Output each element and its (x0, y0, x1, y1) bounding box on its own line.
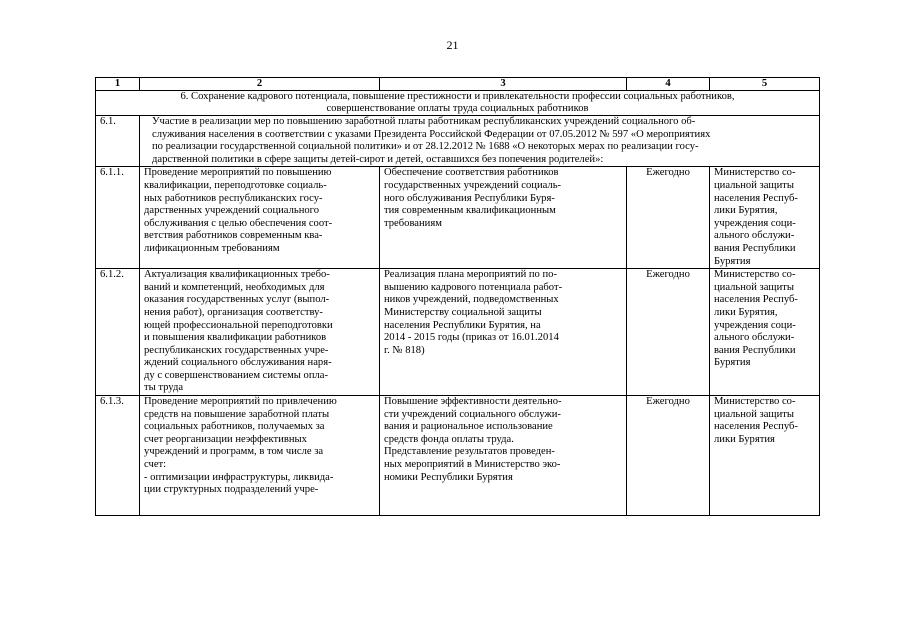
document-table (95, 77, 820, 516)
measure-cell (140, 396, 380, 516)
term-cell: Ежегодно (627, 269, 710, 396)
executor-cell: Министерство со- циальной защиты населения Респуб- лики Бурятия, учреждения соци- ального обслужи- вания Республики Бурятия (710, 269, 820, 396)
column-header-2: 2 (140, 78, 380, 91)
measure-text: Проведение мероприятий по привлечению средств на повышение заработной платы социальных работников, получаемых за счет реорганизации неэффективных учреждений и программ, в том числе за счет: - оптимизации инфраструктуры, ликвида- ции структурных подразделений учре- (144, 396, 337, 496)
item-row (96, 116, 820, 167)
table-header-row (96, 78, 820, 91)
column-header-4: 4 (627, 78, 710, 91)
table-row (96, 269, 820, 396)
result-paragraph: Повышение эффективности деятельно- сти учреждений социального обслужи- вания и рациональное использование средств фонда оплаты труда. (384, 396, 562, 445)
column-header-1: 1 (96, 78, 140, 91)
column-header-3: 3 (380, 78, 627, 91)
page-number: 21 (446, 38, 459, 52)
row-number: 6.1.1. (96, 167, 140, 269)
column-header-5: 5 (710, 78, 820, 91)
table-row (96, 167, 820, 269)
result-cell: Реализация плана мероприятий по по- вышению кадрового потенциала работ- ников учреждений, подведомственных Министерству социальной защиты населения Республики Бурятия, на 2014 - 2015 годы (приказ от 16.01.2014 г. № 818) (380, 269, 627, 396)
result-cell: Обеспечение соответствия работников государственных учреждений социаль- ного обслуживания Республики Буря- тия современным квалификационным требованиям (380, 167, 627, 269)
row-number: 6.1.2. (96, 269, 140, 396)
measure-cell: Проведение мероприятий по повышению квалификации, переподготовке социаль- ных работников республиканских госу- дарственных учреждений социального обслуживания с целью обеспечения соот- ветствия работников современным ква- лификационным требованиям (140, 167, 380, 269)
term-cell: Ежегодно (627, 396, 710, 516)
executor-cell: Министерство со- циальной защиты населения Респуб- лики Бурятия, учреждения соци- ального обслужи- вания Республики Бурятия (710, 167, 820, 269)
result-cell (380, 396, 627, 516)
table-row (96, 396, 820, 516)
section-row (96, 91, 820, 116)
item-number: 6.1. (96, 116, 140, 167)
item-text: Участие в реализации мер по повышению заработной платы работникам республиканских учреждений социального об- служивания населения в соответствии с указами Президента Российской Федерации от 07.05.2012 № 597 «О мероприятиях по реализации государственной социальной политики» и от 28.12.2012 № 1688 «О некоторых мерах по реализации госу- дарственной политики в сфере защиты детей-сирот и детей, оставшихся без попечения родителей»: (140, 116, 820, 167)
measure-cell: Актуализация квалификационных требо- ваний и компетенций, необходимых для оказания государственных услуг (выпол- нения работ), организация соответству- ющей профессиональной переподготовки и повышения квалификации работников республиканских государственных учре- ждений социального обслуживания наря- ду с совершенствованием системы опла- ты труда (140, 269, 380, 396)
row-number: 6.1.3. (96, 396, 140, 516)
executor-cell: Министерство со- циальной защиты населения Респуб- лики Бурятия (710, 396, 820, 516)
term-cell: Ежегодно (627, 167, 710, 269)
section-title: 6. Сохранение кадрового потенциала, повышение престижности и привлекательности профессии социальных работников, совершенствование оплаты труда социальных работников (96, 91, 820, 116)
result-paragraph: Представление результатов проведен- ных мероприятий в Министерство эко- номики Республики Бурятия (384, 446, 561, 483)
